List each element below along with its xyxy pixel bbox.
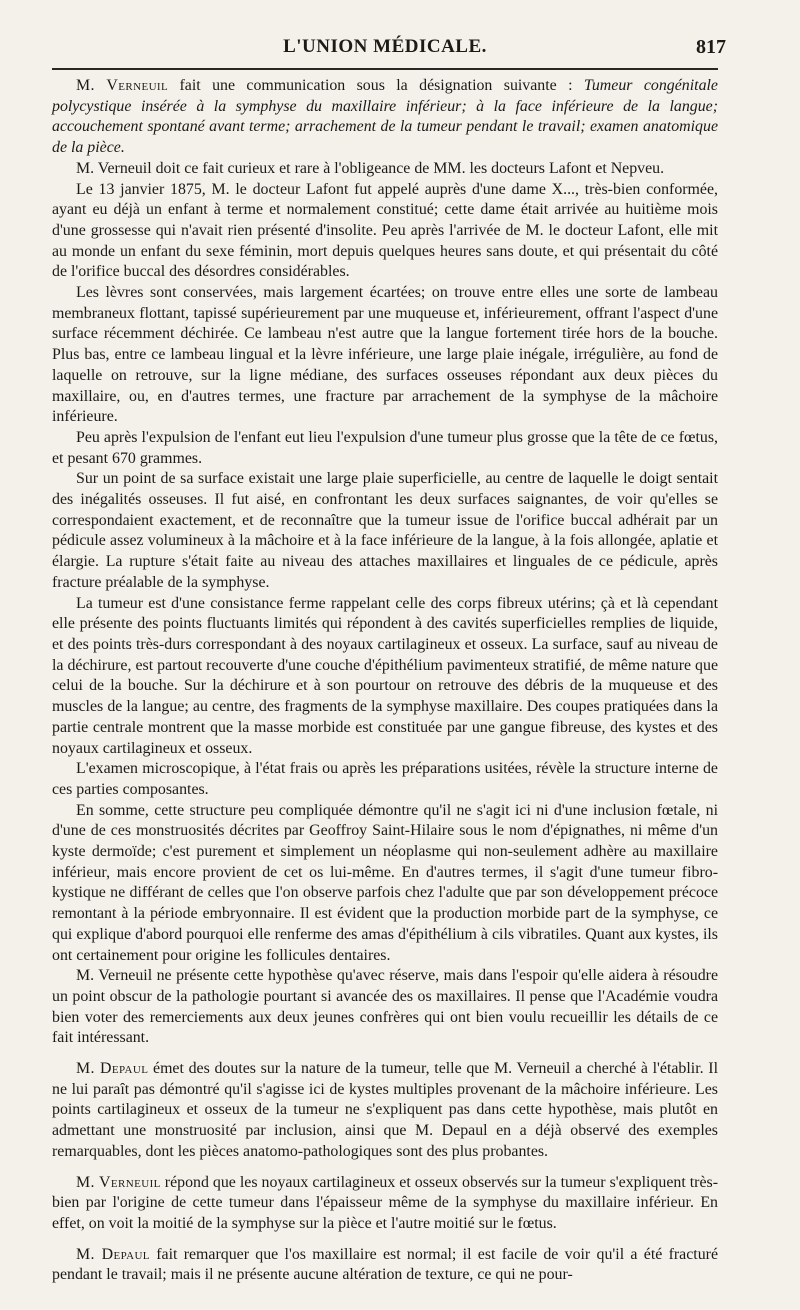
speaker-name: M. Verneuil	[76, 1173, 161, 1191]
paragraph-discussion	[52, 1059, 718, 1163]
paragraph-lead: fait une communication sous la désignation suivante :	[168, 77, 584, 94]
paragraph: Sur un point de sa surface existait une large plaie superficielle, au centre de laquelle le doigt sentait des inégalités osseuses. Il fut aisé, en confrontant les deux surfaces saignantes, de voir qu'elles se correspondaient exactement, et de reconnaître que la tumeur issue de l'orifice buccal adhérait par un pédicule assez volumineux à la mâchoire et à la face inférieure de la langue, à la fois allongée, aplatie et élargie. La rupture s'était faite au niveau des attaches maxillaires et linguales de ce pédicule, après fracture préalable de la symphyse.	[52, 470, 718, 591]
speaker-name: M. Verneuil	[76, 77, 169, 94]
paragraph-text: répond que les noyaux cartilagineux et osseux observés sur la tumeur s'expliquent très-bien par l'origine de cette tumeur dans l'épaisseur même de la symphyse du maxillaire inférieur. En effet, on voit la moitié de la symphyse sur la pièce et l'autre moitié sur le fœtus.	[52, 1173, 718, 1232]
communication-title: Tumeur congénitale polycystique insérée à la symphyse du maxillaire inférieur; à la face inférieure de la langue; accouchement spontané avant terme; arrachement de la tumeur pendant le travail; examen anatomique de la pièce.	[52, 77, 718, 157]
paragraph-discussion	[52, 1173, 718, 1235]
paragraph: Le 13 janvier 1875, M. le docteur Lafont fut appelé auprès d'une dame X..., très-bien conformée, ayant eu déjà un enfant à terme et normalement constitué; cette dame était arrivée au huitième mois d'une grossesse qui n'avait rien présenté d'insolite. Peu après l'arrivée de M. le docteur Lafont, elle mit au monde un enfant du sexe féminin, mort depuis quelques heures sans doute, et qui présentait du côté de l'orifice buccal des désordres considérables.	[52, 180, 718, 281]
paragraph-discussion	[52, 1245, 718, 1286]
paragraph: En somme, cette structure peu compliquée démontre qu'il ne s'agit ici ni d'une inclusion fœtale, ni d'une de ces monstruosités décrites par Geoffroy Saint-Hilaire sous le nom d'épignathes, ni même d'un kyste dermoïde; c'est purement et simplement un néoplasme qui non-seulement adhère au maxillaire inférieur, mais encore provient de cet os lui-même. En d'autres termes, il s'agit d'une tumeur fibro-kystique ne différant de celles que l'on observe parfois chez l'adulte que par son développement précoce remontant à la période embryonnaire. Il est évident que la production morbide part de la symphyse, ce qui explique d'abord pourquoi elle renferme des amas d'épithélium à cils vibratiles. Quant aux kystes, ils ont certainement pour origine les follicules dentaires.	[52, 801, 718, 964]
paragraph: M. Verneuil doit ce fait curieux et rare à l'obligeance de MM. les docteurs Lafont et Nepveu.	[76, 159, 665, 177]
paragraph: La tumeur est d'une consistance ferme rappelant celle des corps fibreux utérins; çà et là cependant elle présente des points fluctuants limités qui répondent à des cavités superficielles remplies de liquide, et des points très-durs correspondant à des noyaux cartilagineux et osseux. La surface, sauf au niveau de la déchirure, est partout recouverte d'une couche d'épithélium pavimenteux stratifié, de même nature que celui de la bouche. Sur la déchirure et à son pourtour on retrouve des débris de la muqueuse et des muscles de la langue; au centre, des fragments de la symphyse maxillaire. Des coupes pratiquées dans la partie centrale montrent que la masse morbide est constituée par une gangue fibreuse, des kystes et des noyaux cartilagineux et osseux.	[52, 594, 718, 757]
article-body	[52, 76, 718, 1286]
paragraph: L'examen microscopique, à l'état frais ou après les préparations usitées, révèle la structure interne de ces parties composantes.	[52, 760, 718, 798]
page-number: 817	[696, 36, 726, 58]
speaker-name: M. Depaul	[76, 1060, 149, 1078]
running-title: L'UNION MÉDICALE.	[283, 36, 487, 57]
paragraph: M. Verneuil ne présente cette hypothèse qu'avec réserve, mais dans l'espoir qu'elle aidera à résoudre un point obscur de la pathologie pourtant si avancée des os maxillaires. Il pense que l'Académie voudra bien voter des remerciements aux deux jeunes confrères qui ont bien voulu recueillir les détails de ce fait intéressant.	[52, 967, 718, 1047]
paragraph-text: fait remarquer que l'os maxillaire est normal; il est facile de voir qu'il a été fracturé pendant le travail; mais il ne présente aucune altération de texture, ce qui ne pour-	[52, 1245, 718, 1284]
header-rule	[52, 68, 718, 70]
paragraph: Les lèvres sont conservées, mais largement écartées; on trouve entre elles une sorte de lambeau membraneux flottant, tapissé supérieurement par une muqueuse et, inférieurement, offrant l'aspect d'une surface récemment déchirée. Ce lambeau n'est autre que la langue fortement tirée hors de la bouche. Plus bas, entre ce lambeau lingual et la lèvre inférieure, une large plaie inégale, irrégulière, au fond de laquelle on retrouve, sur la ligne médiane, des surfaces osseuses répondant aux deux pièces du maxillaire, ou, en d'autres termes, une fracture par arrachement de la symphyse de la mâchoire inférieure.	[52, 284, 718, 426]
paragraph-communication	[52, 76, 718, 159]
paragraph-text: émet des doutes sur la nature de la tumeur, telle que M. Verneuil a cherché à l'établir. Il ne lui paraît pas démontré qu'il s'agisse ici de kystes multiples provenant de la mâchoire inférieure. Les points cartilagineux et osseux de la tumeur ne s'expliquent pas dans cette hypothèse, mais plutôt en admettant une monstruosité par inclusion, ainsi que M. Depaul en a déjà observé des exemples remarquables, dont les pièces anatomo-pathologiques sont des plus probantes.	[52, 1060, 718, 1160]
page-header	[52, 32, 726, 62]
paragraph: Peu après l'expulsion de l'enfant eut lieu l'expulsion d'une tumeur plus grosse que la tête de ce fœtus, et pesant 670 grammes.	[52, 428, 718, 467]
speaker-name: M. Depaul	[76, 1245, 150, 1263]
